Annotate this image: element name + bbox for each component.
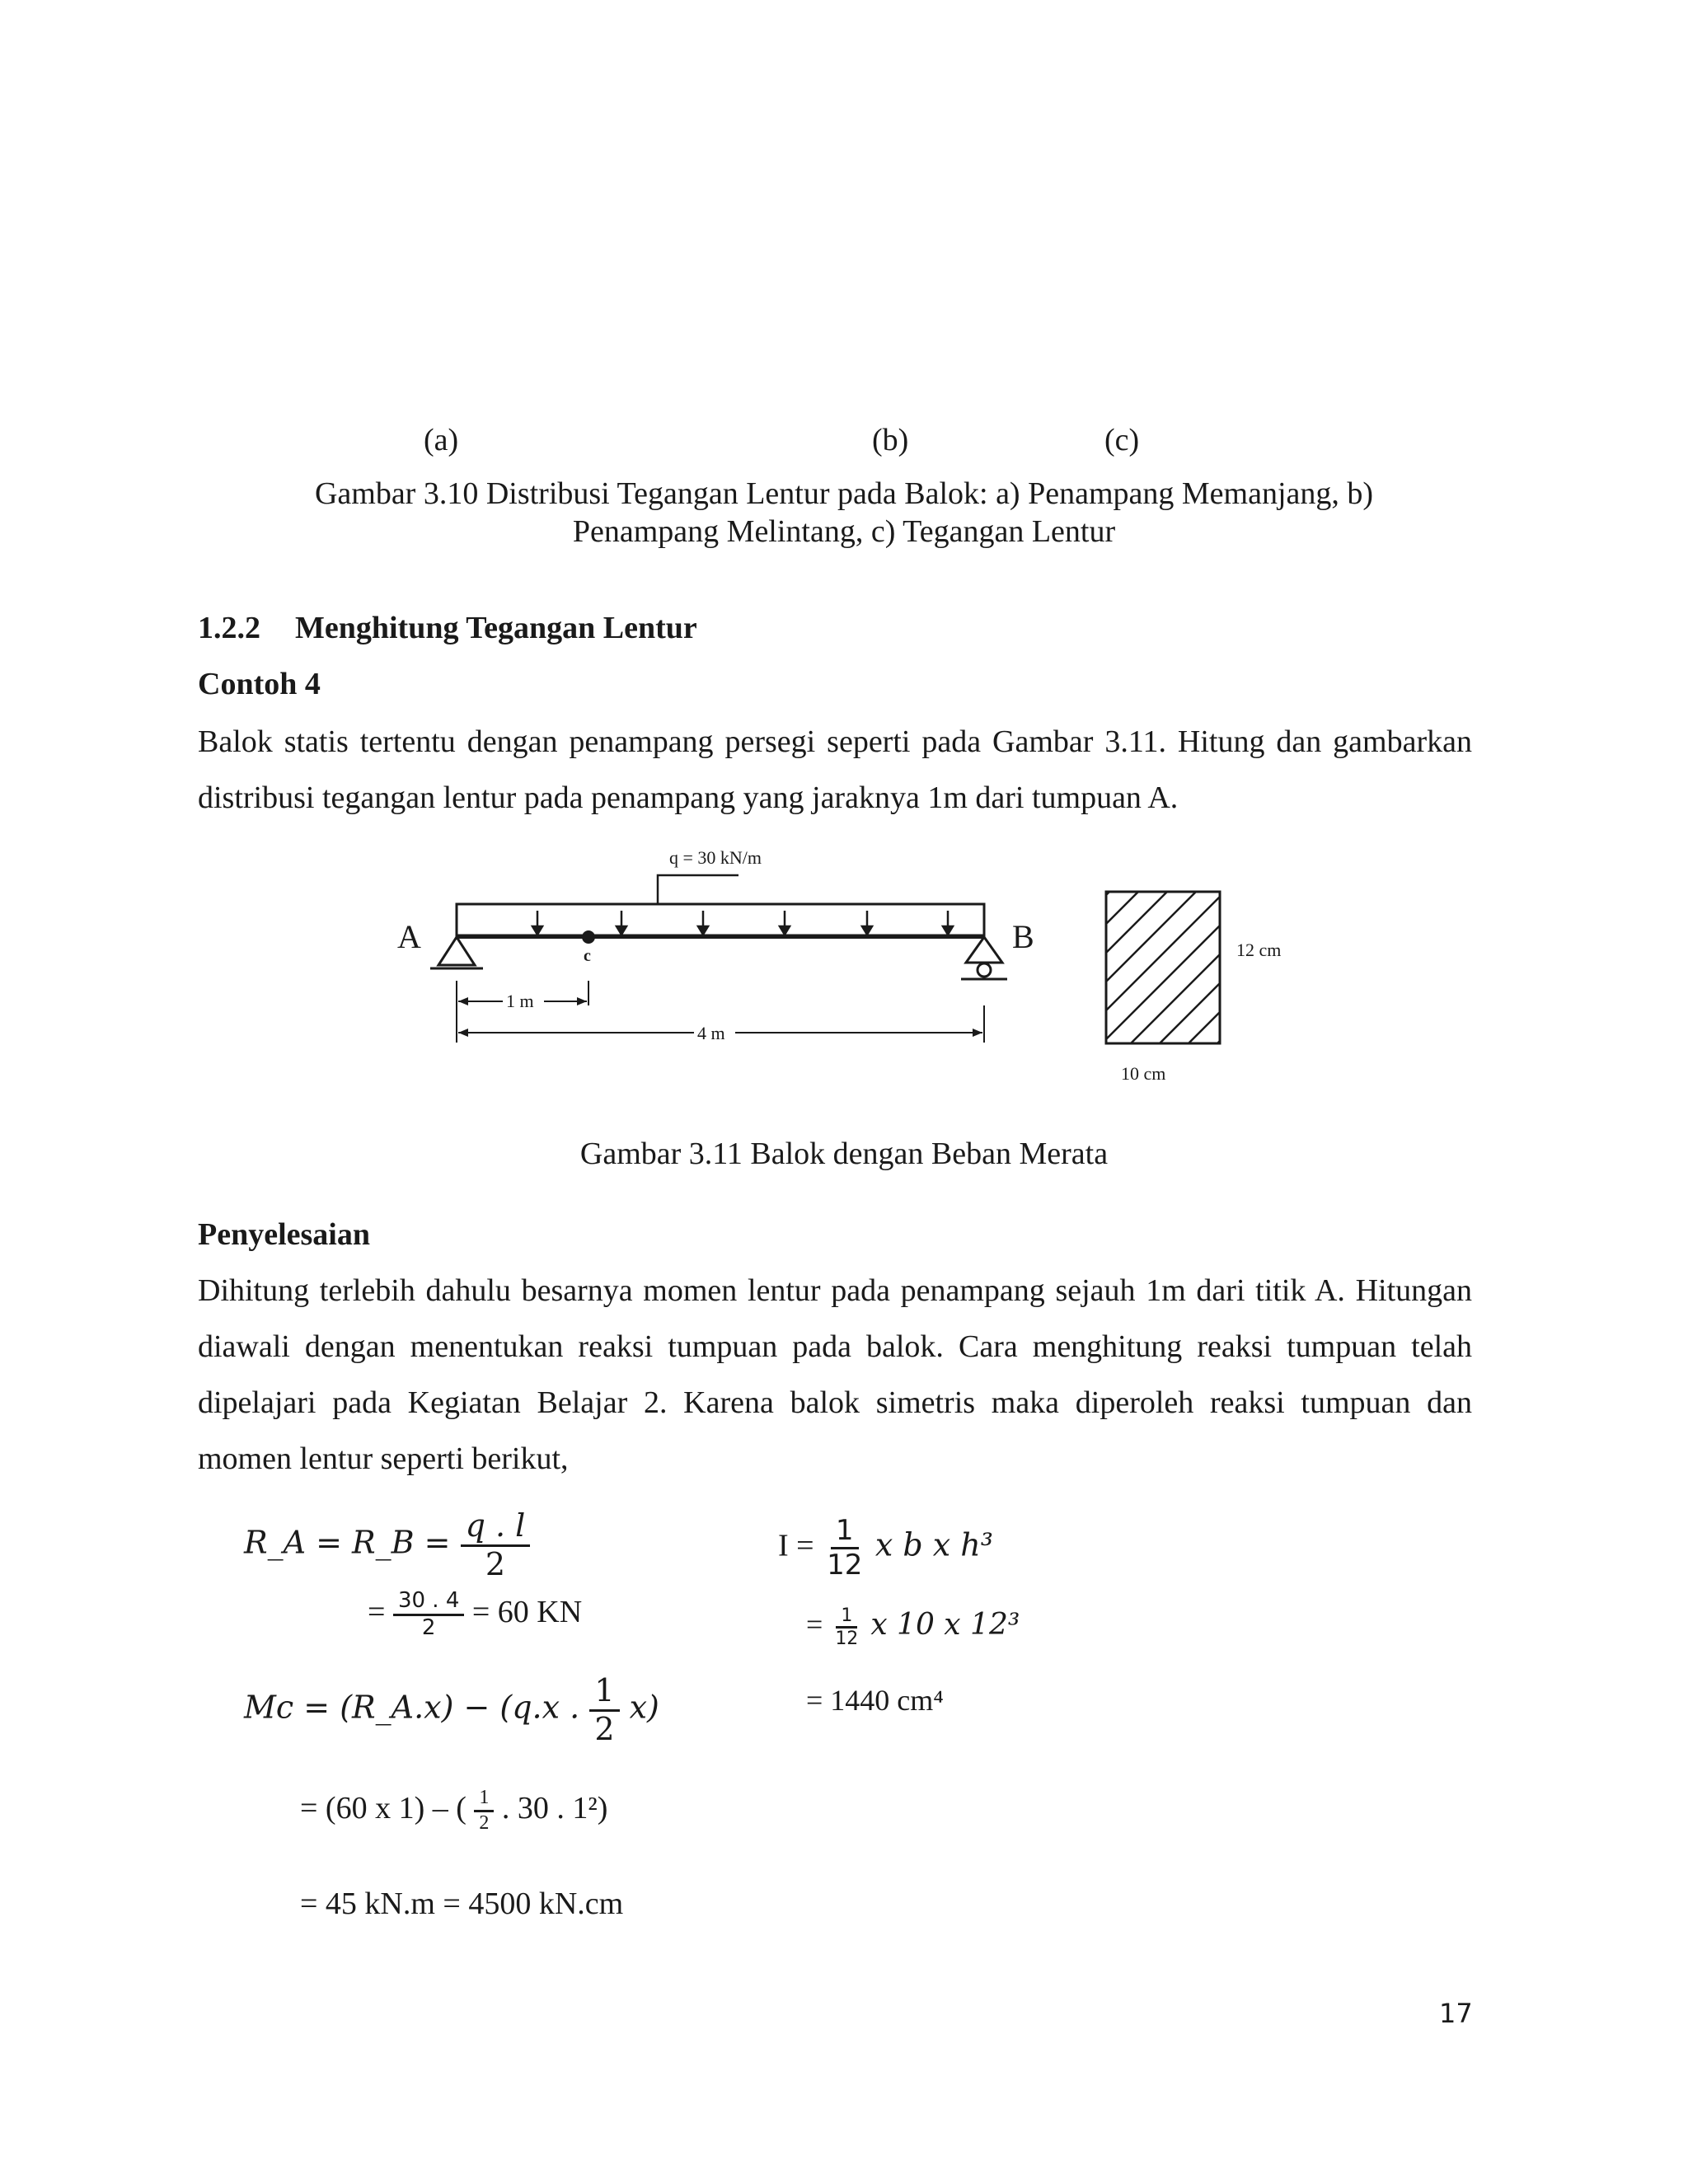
problem-paragraph: Balok statis tertentu dengan penampang persegi seperti pada Gambar 3.11. Hitung dan gambarkan distribusi tegangan lentur pada penampang yang jaraknya 1m dari tumpuan A. [198, 724, 1472, 815]
moment-lhs: Mc = (R_A.x) − (q.x . [244, 1689, 580, 1726]
equation-moment [244, 1673, 659, 1747]
moment-denominator: 2 [594, 1710, 615, 1747]
moment-substitution-fraction [474, 1787, 494, 1835]
support-a-label: A [397, 918, 421, 955]
inertia-lhs: I = [778, 1528, 814, 1563]
moment-rhs: x) [629, 1689, 659, 1726]
reaction-value-denominator: 2 [421, 1615, 436, 1640]
section-number: 1.2.2 [198, 611, 260, 645]
dimension-1m-label: 1 m [506, 991, 534, 1011]
figure-311-caption: Gambar 3.11 Balok dengan Beban Merata [579, 1137, 1109, 1171]
reaction-numerator: q . l [461, 1508, 531, 1547]
equation-moment-result: = 45 kN.m = 4500 kN.cm [300, 1886, 624, 1921]
section-width-label: 10 cm [1121, 1063, 1166, 1084]
load-label: q = 30 kN/m [669, 847, 762, 868]
moment-substitution-denominator: 2 [479, 1811, 490, 1834]
reaction-fraction [461, 1508, 531, 1582]
figure-310-label-a: (a) [424, 423, 459, 457]
equation-moment-substitution [300, 1787, 607, 1835]
support-b-label: B [1012, 918, 1034, 955]
solution-paragraph: Dihitung terlebih dahulu besarnya momen lentur pada penampang sejauh 1m dari titik A. Hitungan diawali dengan menentukan reaksi tumpuan pada balok. Cara menghitung reaksi tumpuan telah dipelajari pada Kegiatan Belajar 2. Karena balok simetris maka diperoleh reaksi tumpuan dan momen lentur seperti berikut, [198, 1273, 1472, 1476]
inertia-fraction [822, 1515, 867, 1582]
inertia-numerator: 1 [831, 1515, 859, 1549]
figure-311-diagram [379, 841, 1319, 1088]
reaction-value-fraction [393, 1589, 464, 1641]
reaction-denominator: 2 [485, 1545, 506, 1582]
point-c-marker [582, 930, 595, 944]
equation-inertia-substitution [806, 1605, 1020, 1650]
inertia-substitution-eq: = [806, 1608, 823, 1642]
section-title: Menghitung Tegangan Lentur [295, 611, 697, 645]
moment-substitution-numerator: 1 [474, 1787, 494, 1812]
pin-support-a [438, 937, 475, 965]
solution-text [198, 1263, 1472, 1487]
solution-title: Penyelesaian [198, 1217, 370, 1252]
figure-310-label-b: (b) [872, 423, 909, 457]
reaction-value-numerator: 30 . 4 [393, 1589, 464, 1616]
page-number: 17 [1439, 1998, 1473, 2029]
problem-text [198, 714, 1472, 826]
equation-reactions [244, 1508, 530, 1582]
reaction-value-eq: = [368, 1595, 386, 1630]
section-hatching [1073, 846, 1230, 1088]
load-leader-line [658, 875, 738, 904]
reaction-lhs: R_A = R_B = [244, 1524, 451, 1561]
example-title: Contoh 4 [198, 667, 321, 701]
point-c-label: c [584, 947, 591, 965]
inertia-substitution-denominator: 12 [835, 1629, 859, 1650]
equation-inertia-result: = 1440 cm⁴ [806, 1684, 944, 1717]
inertia-substitution-fraction [830, 1605, 863, 1650]
dimension-4m-label: 4 m [697, 1023, 725, 1043]
figure-310-caption-line2: Penampang Melintang, c) Tegangan Lentur [572, 514, 1116, 549]
reaction-value-result: = 60 KN [471, 1595, 583, 1630]
equation-reaction-value [368, 1589, 582, 1641]
inertia-substitution-numerator: 1 [836, 1605, 857, 1629]
figure-310-caption-line1: Gambar 3.10 Distribusi Tegangan Lentur pada Balok: a) Penampang Memanjang, b) [314, 476, 1374, 511]
moment-fraction [589, 1673, 619, 1747]
moment-substitution-left: = (60 x 1) – ( [300, 1790, 467, 1825]
equation-inertia [778, 1515, 993, 1582]
figure-310-label-c: (c) [1104, 423, 1140, 457]
moment-substitution-right: . 30 . 1²) [501, 1790, 608, 1825]
roller-support-b [966, 937, 1002, 963]
inertia-denominator: 12 [827, 1549, 863, 1582]
moment-numerator: 1 [589, 1673, 619, 1712]
inertia-substitution-rhs: x 10 x 12³ [870, 1608, 1020, 1643]
load-arrows [532, 911, 953, 935]
inertia-rhs: x b x h³ [874, 1526, 993, 1563]
section-height-label: 12 cm [1236, 940, 1282, 960]
